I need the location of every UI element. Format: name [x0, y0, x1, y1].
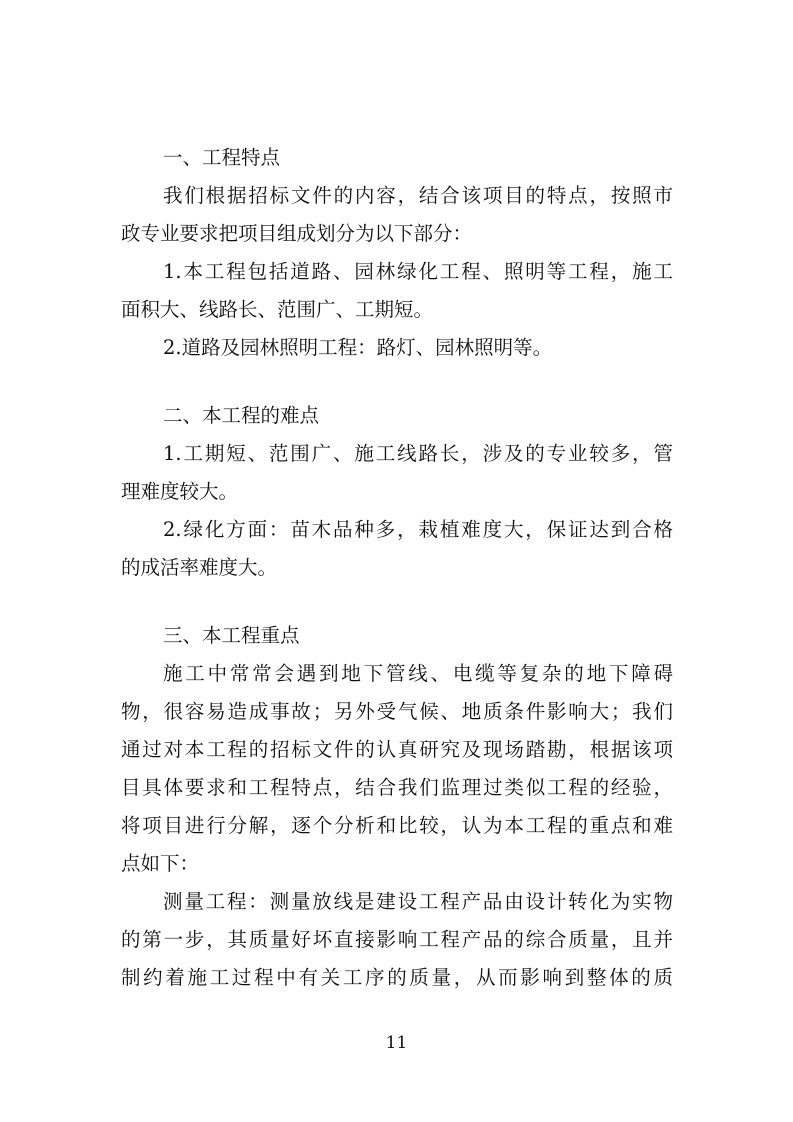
paragraph-line: 政专业要求把项目组成划分为以下部分： — [121, 222, 473, 245]
paragraph-line: 制约着施工过程中有关工序的质量，从而影响到整体的质 — [121, 966, 673, 989]
section-heading-3: 三、本工程重点 — [163, 624, 300, 647]
paragraph-line: 测量工程：测量放线是建设工程产品由设计转化为实物 — [163, 890, 673, 913]
paragraph-line: 的成活率难度大。 — [121, 556, 278, 579]
paragraph-line: 理难度较大。 — [121, 480, 239, 503]
paragraph-line: 2.绿化方面：苗木品种多，栽植难度大，保证达到合格 — [163, 518, 673, 541]
paragraph-line: 点如下： — [121, 852, 200, 875]
paragraph-line: 1.工期短、范围广、施工线路长，涉及的专业较多，管 — [163, 442, 673, 465]
paragraph-line: 1.本工程包括道路、园林绿化工程、照明等工程，施工 — [163, 260, 673, 283]
paragraph-line: 施工中常常会遇到地下管线、电缆等复杂的地下障碍 — [163, 662, 673, 685]
paragraph-line: 的第一步，其质量好坏直接影响工程产品的综合质量，且并 — [121, 928, 673, 951]
paragraph-line: 我们根据招标文件的内容，结合该项目的特点，按照市 — [163, 184, 673, 207]
paragraph-line: 将项目进行分解，逐个分析和比较，认为本工程的重点和难 — [121, 814, 673, 837]
section-heading-2: 二、本工程的难点 — [163, 404, 320, 427]
page-number: 11 — [385, 1033, 408, 1053]
paragraph-line: 通过对本工程的招标文件的认真研究及现场踏勘，根据该项 — [121, 738, 673, 761]
paragraph-line: 2.道路及园林照明工程：路灯、园林照明等。 — [163, 336, 553, 359]
paragraph-line: 物，很容易造成事故；另外受气候、地质条件影响大；我们 — [121, 700, 673, 723]
paragraph-line: 面积大、线路长、范围广、工期短。 — [121, 298, 434, 321]
paragraph-line: 目具体要求和工程特点，结合我们监理过类似工程的经验， — [121, 776, 673, 799]
section-heading-1: 一、工程特点 — [163, 146, 281, 169]
